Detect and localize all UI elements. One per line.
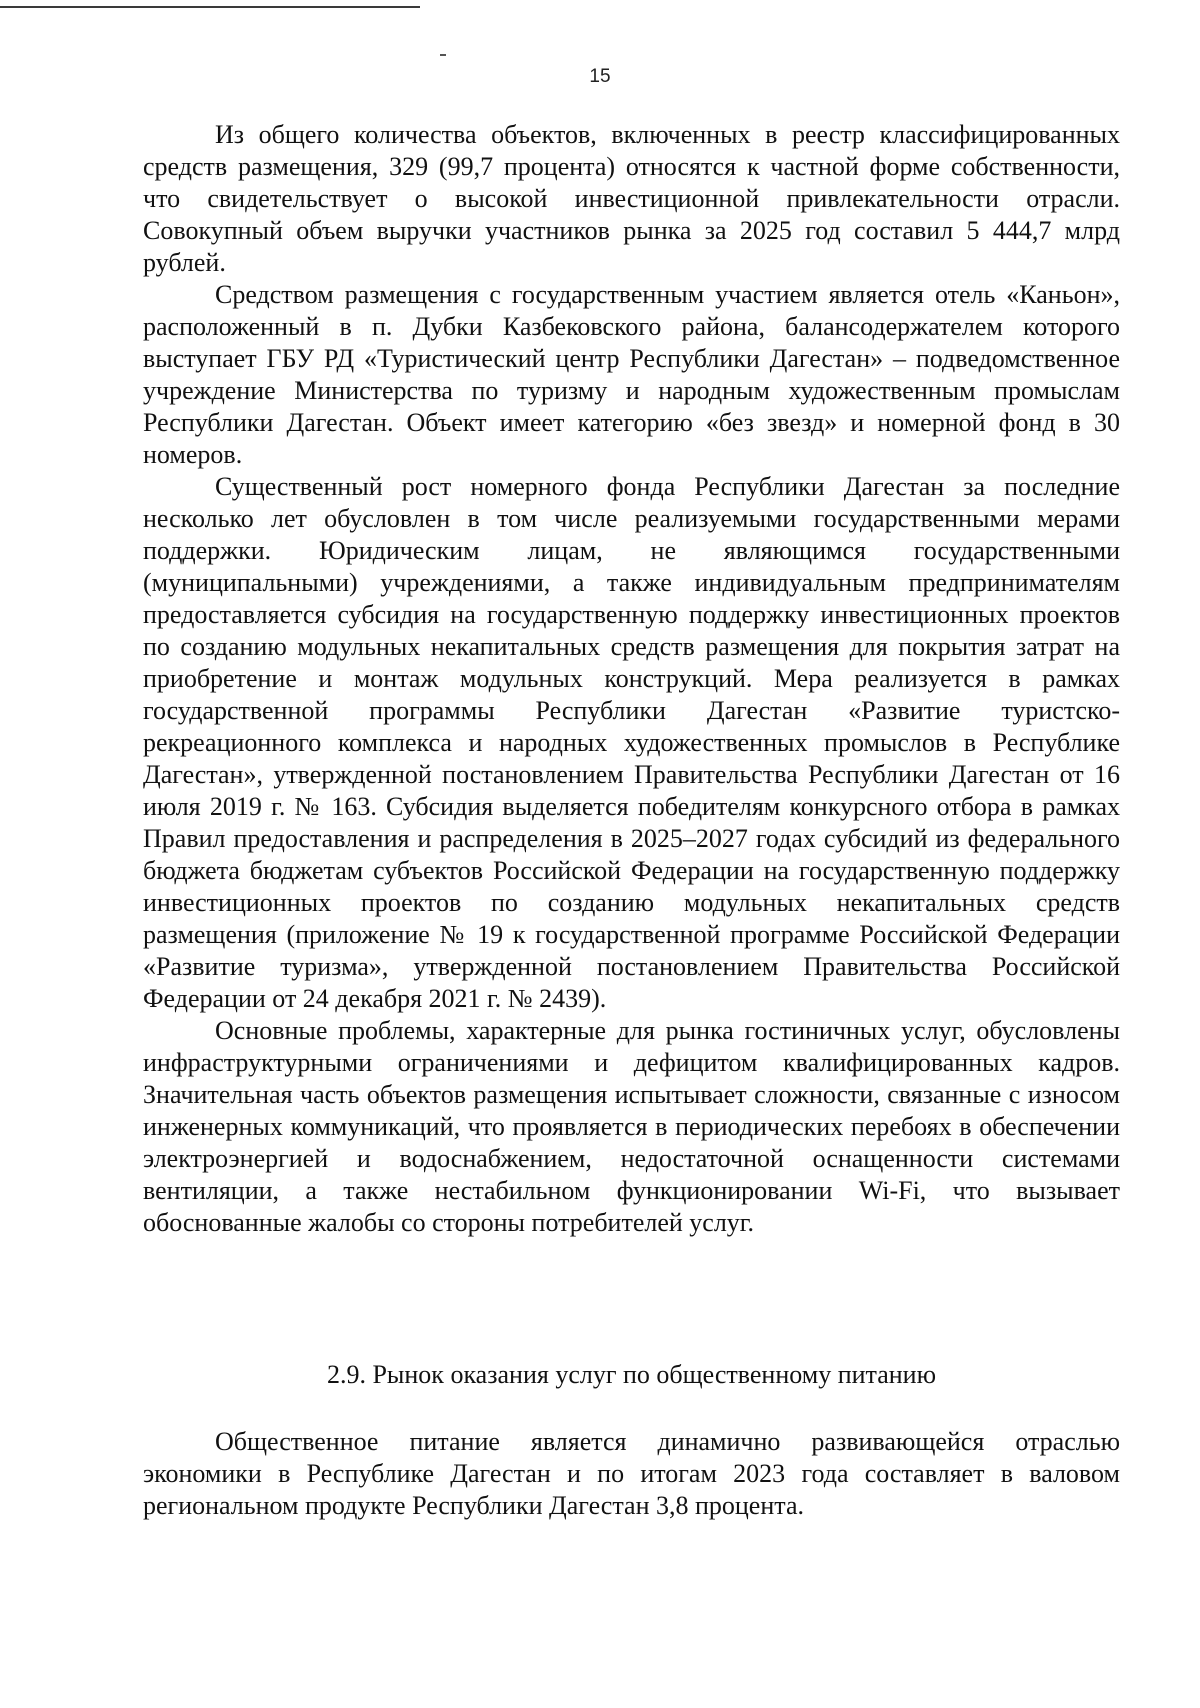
- paragraph-main-problems: Основные проблемы, характерные для рынка гостиничных услуг, обусловлены инфраструктурными ограничениями и дефицитом квалифицированных кадров. Значительная часть объектов размещения испытывает сложности, связанные с износом инженерных коммуникаций, что проявляется в периодических перебоях в обеспечении электроэнергией и водоснабжением, недостаточной оснащенности системами вентиляции, а также нестабильном функционировании Wi-Fi, что вызывает обоснованные жалобы со стороны потребителей услуг.: [143, 1016, 1120, 1237]
- body-text: [143, 119, 1120, 1239]
- paragraph-state-support: Существенный рост номерного фонда Республики Дагестан за последние несколько лет обусловлен в том числе реализуемыми государственными мерами поддержки. Юридическим лицам, не являющимся государственными (муниципальными) учреждениями, а также индивидуальным предпринимателям предоставляется субсидия на государственную поддержку инвестиционных проектов по созданию модульных некапитальных средств размещения для покрытия затрат на приобретение и монтаж модульных конструкций. Мера реализуется в рамках государственной программы Республики Дагестан «Развитие туристско-рекреационного комплекса и народных художественных промыслов в Республике Дагестан», утвержденной постановлением Правительства Республики Дагестан от 16 июля 2019 г. № 163. Субсидия выделяется победителям конкурсного отбора в рамках Правил предоставления и распределения в 2025–2027 годах субсидий из федерального бюджета бюджетам субъектов Российской Федерации на государственную поддержку инвестиционных проектов по созданию модульных некапитальных средств размещения (приложение № 19 к государственной программе Российской Федерации «Развитие туризма», утвержденной постановлением Правительства Российской Федерации от 24 декабря 2021 г. № 2439).: [143, 472, 1120, 1013]
- scan-edge-line: [0, 6, 420, 8]
- paragraph-hotel-kanyon: Средством размещения с государственным участием является отель «Каньон», расположенный в п. Дубки Казбековского района, балансодержателем которого выступает ГБУ РД «Туристический центр Республики Дагестан» – подведомственное учреждение Министерства по туризму и народным художественным промыслам Республики Дагестан. Объект имеет категорию «без звезд» и номерной фонд в 30 номеров.: [143, 280, 1120, 469]
- section-heading: 2.9. Рынок оказания услуг по общественному питанию: [326, 1360, 937, 1389]
- closing-text: [143, 1426, 1120, 1522]
- paragraph-registry-ownership: Из общего количества объектов, включенных в реестр классифицированных средств размещения, 329 (99,7 процента) относятся к частной форме собственности, что свидетельствует о высокой инвестиционной привлекательности отрасли. Совокупный объем выручки участников рынка за 2025 год составил 5 444,7 млрд рублей.: [143, 120, 1120, 277]
- paragraph-public-catering: Общественное питание является динамично развивающейся отраслью экономики в Республике Дагестан и по итогам 2023 года составляет в валовом региональном продукте Республики Дагестан 3,8 процента.: [143, 1427, 1120, 1520]
- scan-artifact: [440, 54, 446, 56]
- page-number: 15: [589, 66, 611, 87]
